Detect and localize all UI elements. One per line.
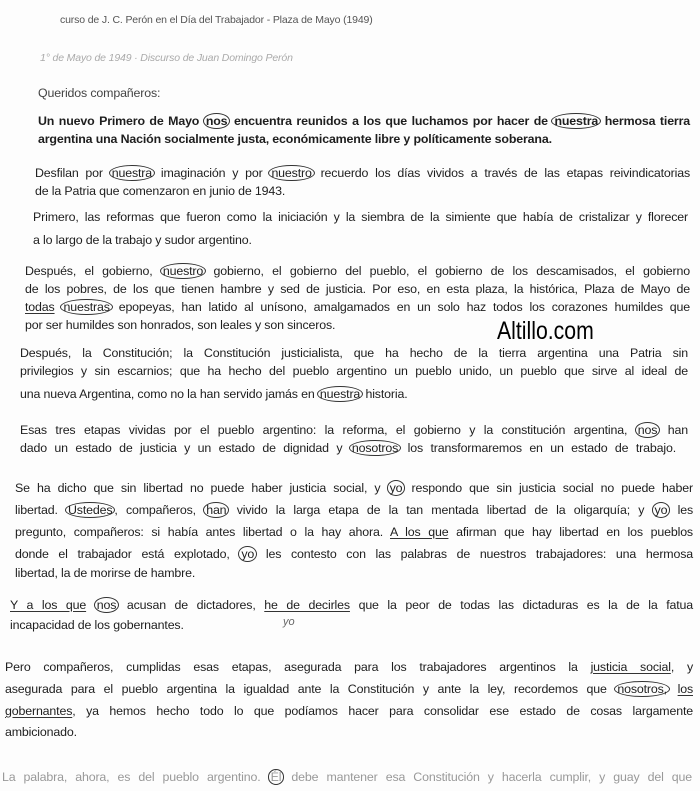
text-segment: ambicionado. [5,725,77,739]
text-segment: Pero compañeros, cumplidas esas etapas, asegurada para los trabajadores argentinos la [5,660,591,674]
circled-word: yo [652,502,671,518]
text-segment: donde el trabajador está explotado, [15,547,240,561]
text-segment: privilegios y sin escarnios; que ha hecho del pueblo argentino un pueblo unido, un pueblo que sirve al ideal de [20,364,688,378]
circled-word: nuestras [60,299,112,315]
circled-word: nuestra [109,165,155,181]
circled-word: nos [203,113,231,129]
text-line [20,440,676,456]
text-segment: asegurada para el pueblo argentina la igualdad ante la Constitución y ante la ley, recordemos que [5,682,616,696]
text-segment: La palabra, ahora, es del pueblo argentino. [2,770,269,784]
underlined-phrase: todas [25,300,55,314]
circled-word: yo [238,546,257,562]
underlined-phrase: A los que [390,525,449,539]
text-segment: vivido la larga etapa de la tan mentada libertad de la oligarquía; y [228,503,653,517]
text-segment: debe mantener esa Constitución y hacerla cumplir, y guay del que [283,770,692,784]
circled-word: nosotros, [614,681,670,697]
text-segment: respondo que sin justicia social no puede haber [404,481,693,495]
circled-word: nos [94,597,120,613]
text-line [35,165,690,181]
text-segment: incapacidad de los gobernantes. [10,618,184,632]
watermark: Altillo.com [497,317,594,345]
circled-word: nuestro [268,165,314,181]
text-segment: que la peor de todas las dictaduras es la de la fatua [349,598,694,612]
text-segment: dado un estado de justicia y un estado de dignidad y [20,441,350,455]
document-subtitle: 1° de Mayo de 1949 · Discurso de Juan Domingo Perón [40,52,293,64]
text-line [2,769,692,785]
text-segment: , y [670,660,693,674]
circled-word: Ustedes [65,502,115,518]
text-segment: a lo largo de la trabajo y sudor argentino. [33,233,252,247]
text-line [15,480,693,496]
underlined-phrase: Y a los que [10,598,87,612]
text-line [5,659,693,675]
text-line [38,131,552,147]
text-line [33,232,252,248]
text-line [15,502,693,518]
text-segment: Después, la Constitución; la Constitución justicialista, que ha hecho de la tierra argentina una Patria sin [20,346,688,360]
text-line [5,724,77,740]
text-segment: acusan de dictadores, [118,598,265,612]
text-segment: , compañeros, [114,503,205,517]
text-line [35,183,285,199]
text-segment: Primero, las reformas que fueron como la iniciación y la siembra de la simiente que había de cristalizar y florecer [33,210,688,224]
text-segment: los transformaremos en un estado de trabajo. [400,441,676,455]
underlined-phrase: he de decirles [264,598,350,612]
text-line [20,345,688,361]
text-segment: historia. [362,387,408,401]
circled-word: han [203,502,229,518]
document-title: curso de J. C. Perón en el Día del Trabajador - Plaza de Mayo (1949) [60,14,373,26]
text-segment: les contesto con las palabras de nuestros trabajadores: una hermosa [256,547,694,561]
underlined-phrase: gobernantes [5,704,73,718]
text-segment: han [659,423,688,437]
text-segment: una nueva Argentina, como no la han servido jamás en [20,387,318,401]
text-segment: imaginación y por [154,166,270,180]
text-segment: hermosa tierra [600,114,691,128]
circled-word: yo [387,480,406,496]
text-segment: argentina una Nación socialmente justa, económicamente libre y políticamente soberana. [38,132,552,146]
text-line [20,422,688,438]
text-segment: de la Patria que comenzaron en junio de 1943. [35,184,286,198]
text-line [15,524,693,540]
underlined-phrase: los [677,682,693,696]
text-segment: recuerdo los días vividos a través de las etapas reivindicatorias [313,166,691,180]
text-segment: encuentra reunidos a los que luchamos por hacer de [229,114,553,128]
circled-word: nuestra [317,386,363,402]
text-segment: afirman que hay libertad en los pueblos [448,525,693,539]
text-segment: les [669,503,693,517]
text-segment: libertad, la de morirse de hambre. [15,566,196,580]
text-segment: Después, el gobierno, [25,264,161,278]
text-line [33,209,688,225]
handwritten-annotation: yo [283,616,295,628]
text-segment: pregunto, compañeros: si había antes libertad o la hay ahora. [15,525,390,539]
text-segment: epopeyas, han latido al unísono, amalgamados en un solo haz todos los corazones humildes que [111,300,690,314]
text-segment: , ya hemos hecho todo lo que podíamos hacer para consolidar ese estado de cosas largamente [72,704,693,718]
text-segment: de los pobres, de los que tienen hambre y sed de justicia. Por eso, en esta plaza, la histórica, Plaza de Mayo de [25,282,690,296]
text-line [20,386,408,402]
text-segment: Desfilan por [35,166,110,180]
text-line [15,546,693,562]
circled-word: nuestro [160,263,206,279]
text-line [20,363,688,379]
circled-word: nos [635,422,661,438]
text-line [25,281,690,297]
text-segment: gobierno, el gobierno del pueblo, el gobierno de los descamisados, el gobierno [205,264,690,278]
text-line [38,113,690,129]
underlined-phrase: justicia social [590,660,671,674]
circled-word: nuestra [551,113,601,129]
text-line [5,681,693,697]
text-segment: Un nuevo Primero de Mayo [38,114,204,128]
text-line [15,565,195,581]
circled-word: nosotros [349,440,401,456]
text-segment: libertad. [15,503,66,517]
text-line [10,617,184,633]
text-segment: Esas tres etapas vividas por el pueblo argentino: la reforma, el gobierno y la constitución argentina, [20,423,636,437]
text-segment [669,682,678,696]
text-segment: por ser humildes son honrados, son leales y son sinceros. [25,318,336,332]
text-line [5,703,693,719]
text-line [25,263,690,279]
circled-word: Él [268,769,285,785]
greeting: Queridos compañeros: [38,86,161,100]
text-segment: Se ha dicho que sin libertad no puede haber justicia social, y [15,481,388,495]
text-line [25,317,335,333]
text-line [25,299,690,315]
text-line [10,597,693,613]
